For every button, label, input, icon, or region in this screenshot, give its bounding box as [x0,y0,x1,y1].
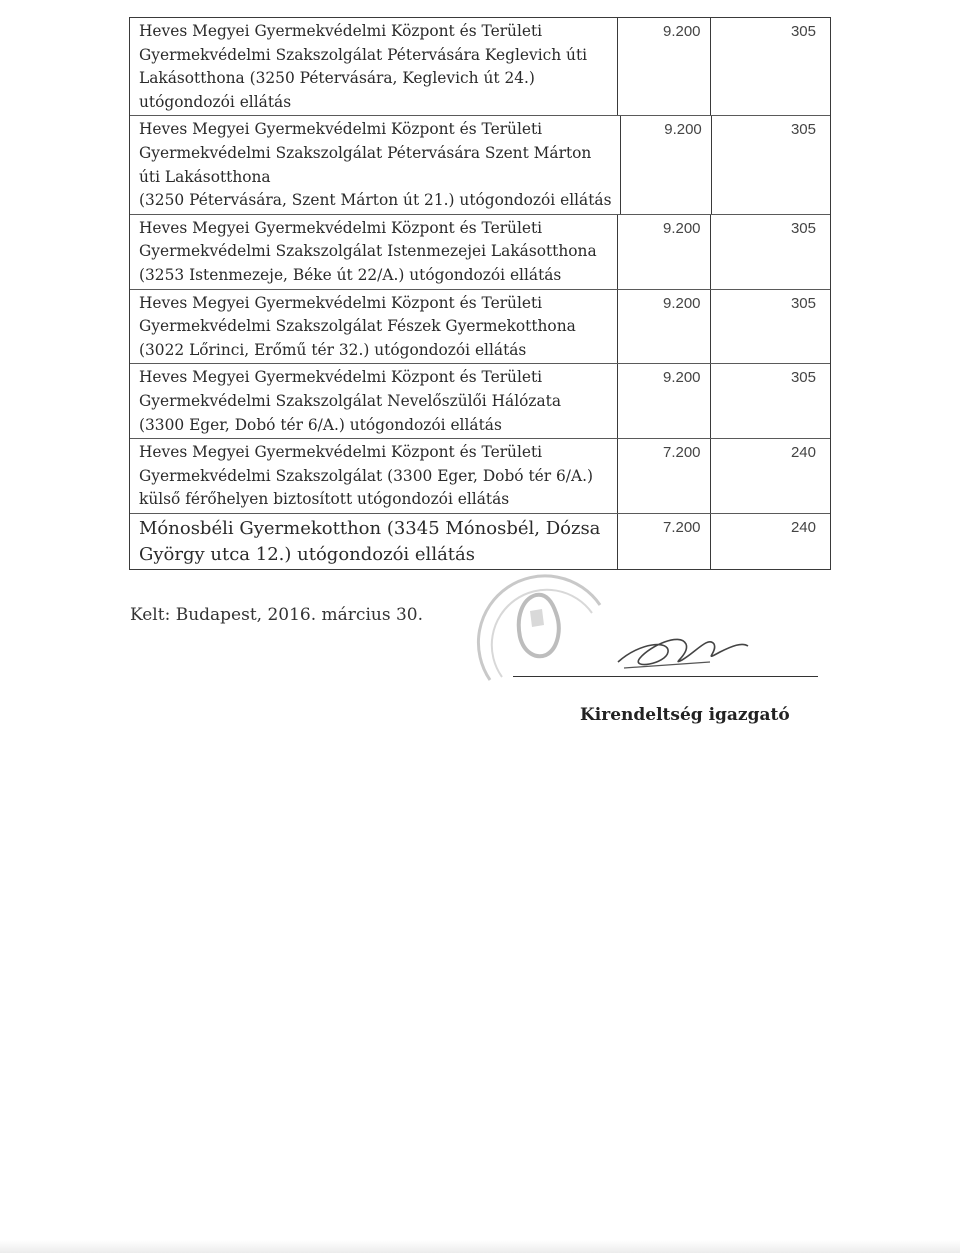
value-col-a: 9.200 [618,290,710,364]
signature-icon [610,622,760,682]
table-row [130,214,830,289]
description-line: (3022 Lőrinci, Erőmű tér 32.) utógondozói ellátás [139,340,527,359]
value-col-a: 9.200 [618,215,710,289]
description-line: Gyermekvédelmi Szakszolgálat Fészek Gyermekotthona [139,317,576,336]
description-line: (3250 Pétervására, Szent Márton út 21.) utógondozói ellátás [139,191,612,210]
table-row [130,363,830,438]
signatory-title: Kirendeltség igazgató [580,705,790,725]
value-col-a: 7.200 [618,514,710,569]
institution-description [130,215,618,289]
value-col-b: 240 [790,444,816,462]
description-line: utógondozói ellátás [139,92,292,111]
description-line: György utca 12.) utógondozói ellátás [139,543,476,565]
description-line: (3253 Istenmezeje, Béke út 22/A.) utógondozói ellátás [139,265,562,284]
value-col-a: 9.200 [618,364,710,438]
value-col-a: 9.200 [621,116,712,213]
table-row [130,18,830,115]
description-line: Gyermekvédelmi Szakszolgálat Pétervására Keglevich úti [139,45,588,64]
value-col-b: 305 [790,121,816,139]
description-line: külső férőhelyen biztosított utógondozói ellátás [139,490,510,509]
value-col-b: 305 [790,369,816,387]
description-line: Heves Megyei Gyermekvédelmi Központ és Területi [139,443,543,462]
description-line: Gyermekvédelmi Szakszolgálat Istenmezejei Lakásotthona [139,242,597,261]
institution-description [130,116,621,213]
description-line: úti Lakásotthona [139,167,271,186]
value-col-a: 9.200 [618,18,710,115]
institution-description [130,18,618,115]
scan-edge [0,1240,960,1253]
institution-description [130,514,618,569]
institution-description [130,290,618,364]
institution-description [130,439,618,513]
description-line: Heves Megyei Gyermekvédelmi Központ és Területi [139,120,543,139]
table-row [130,289,830,364]
table-row [130,438,830,513]
description-line: Lakásotthona (3250 Pétervására, Keglevich út 24.) [139,69,535,88]
description-line: Gyermekvédelmi Szakszolgálat (3300 Eger, Dobó tér 6/A.) [139,466,593,485]
value-col-b: 240 [790,518,816,536]
value-col-b: 305 [790,23,816,40]
signature-line [513,676,818,677]
capacity-table [129,17,831,570]
date-place-line: Kelt: Budapest, 2016. március 30. [130,605,423,625]
description-line: Mónosbéli Gyermekotthon (3345 Mónosbél, Dózsa [139,517,601,539]
value-col-a: 7.200 [618,439,710,513]
description-line: Heves Megyei Gyermekvédelmi Központ és Területi [139,218,543,237]
description-line: Gyermekvédelmi Szakszolgálat Pétervására Szent Márton [139,143,592,162]
value-col-b: 305 [790,219,816,237]
value-col-b: 305 [790,294,816,312]
description-line: (3300 Eger, Dobó tér 6/A.) utógondozói ellátás [139,415,502,434]
official-seal-icon [470,565,620,685]
description-line: Gyermekvédelmi Szakszolgálat Nevelőszülői Hálózata [139,391,562,410]
description-line: Heves Megyei Gyermekvédelmi Központ és Területi [139,22,543,40]
institution-description [130,364,618,438]
description-line: Heves Megyei Gyermekvédelmi Központ és Területi [139,368,543,387]
table-row [130,513,830,569]
table-row [130,115,830,213]
description-line: Heves Megyei Gyermekvédelmi Központ és Területi [139,293,543,312]
